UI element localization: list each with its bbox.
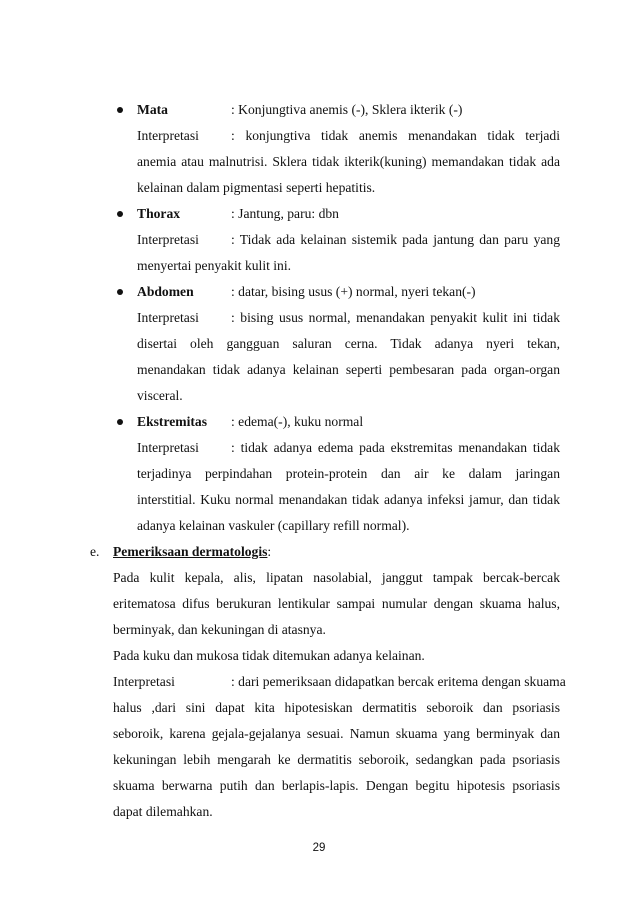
paragraph-line: adanya kelainan vaskuler (capillary refill normal).: [137, 518, 410, 533]
item-title-abdomen: Abdomen: [137, 284, 194, 299]
bullet-icon: [117, 289, 123, 295]
interp-first-line: : Tidak ada kelainan sistemik pada jantung dan paru yang: [231, 232, 560, 247]
paragraph-line: dapat dilemahkan.: [113, 804, 213, 819]
item-finding-thorax: : Jantung, paru: dbn: [231, 206, 339, 221]
interp-label: Interpretasi: [137, 232, 199, 247]
interp-label: Interpretasi: [137, 440, 199, 455]
paragraph-line: terjadinya perpindahan protein-protein dan air ke dalam jaringan: [137, 466, 560, 481]
interp-first-line: : tidak adanya edema pada ekstremitas menandakan tidak: [231, 440, 560, 455]
paragraph-line: disertai oleh gangguan saluran cerna. Tidak adanya nyeri tekan,: [137, 336, 560, 351]
interp-label: Interpretasi: [113, 674, 175, 689]
paragraph-line: Pada kuku dan mukosa tidak ditemukan adanya kelainan.: [113, 648, 425, 663]
item-title-thorax: Thorax: [137, 206, 181, 221]
item-finding-mata: : Konjungtiva anemis (-), Sklera ikterik (-): [231, 102, 463, 117]
paragraph-line: halus ,dari sini dapat kita hipotesiskan dermatitis seboroik dan psoriasis: [113, 700, 560, 715]
section-heading-colon: :: [267, 544, 272, 559]
bullet-icon: [117, 419, 123, 425]
paragraph-line: Pada kulit kepala, alis, lipatan nasolabial, janggut tampak bercak-bercak: [113, 570, 560, 585]
paragraph-line: skuama berwarna putih dan berlapis-lapis. Dengan begitu hipotesis psoriasis: [113, 778, 560, 793]
item-title-ekstremitas: Ekstremitas: [137, 414, 207, 429]
interp-first-line: : dari pemeriksaan didapatkan bercak eritema dengan skuama: [231, 674, 566, 689]
page-number: 29: [312, 842, 326, 854]
paragraph-line: anemia atau malnutrisi. Sklera tidak ikterik(kuning) memandakan tidak ada: [137, 154, 560, 169]
section-heading: [113, 545, 271, 559]
interp-first-line: : konjungtiva tidak anemis menandakan tidak terjadi: [231, 128, 560, 143]
bullet-icon: [117, 107, 123, 113]
paragraph-line: visceral.: [137, 388, 183, 403]
interp-label: Interpretasi: [137, 128, 199, 143]
section-letter: e.: [90, 544, 100, 559]
item-title-mata: Mata: [137, 102, 168, 117]
paragraph-line: interstitial. Kuku normal menandakan tidak adanya infeksi jamur, dan tidak: [137, 492, 560, 507]
paragraph-line: kelainan dalam pigmentasi seperti hepatitis.: [137, 180, 376, 195]
paragraph-line: eritematosa difus berukuran lentikular sampai numular dengan skuama halus,: [113, 596, 560, 611]
paragraph-line: kekuningan lebih mengarah ke dermatitis seboroik, sedangkan pada psoriasis: [113, 752, 560, 767]
bullet-icon: [117, 211, 123, 217]
paragraph-line: berminyak, dan kekuningan di atasnya.: [113, 622, 326, 637]
interp-first-line: : bising usus normal, menandakan penyakit kulit ini tidak: [231, 310, 560, 325]
section-heading-text: Pemeriksaan dermatologis: [113, 544, 268, 559]
paragraph-line: menandakan tidak adanya kelainan seperti pembesaran pada organ-organ: [137, 362, 560, 377]
interp-label: Interpretasi: [137, 310, 199, 325]
paragraph-line: seboroik, karena gejala-gejalanya sesuai. Namun skuama yang berminyak dan: [113, 726, 560, 741]
item-finding-ekstremitas: : edema(-), kuku normal: [231, 414, 364, 429]
paragraph-line: menyertai penyakit kulit ini.: [137, 258, 292, 273]
item-finding-abdomen: : datar, bising usus (+) normal, nyeri tekan(-): [231, 284, 476, 299]
